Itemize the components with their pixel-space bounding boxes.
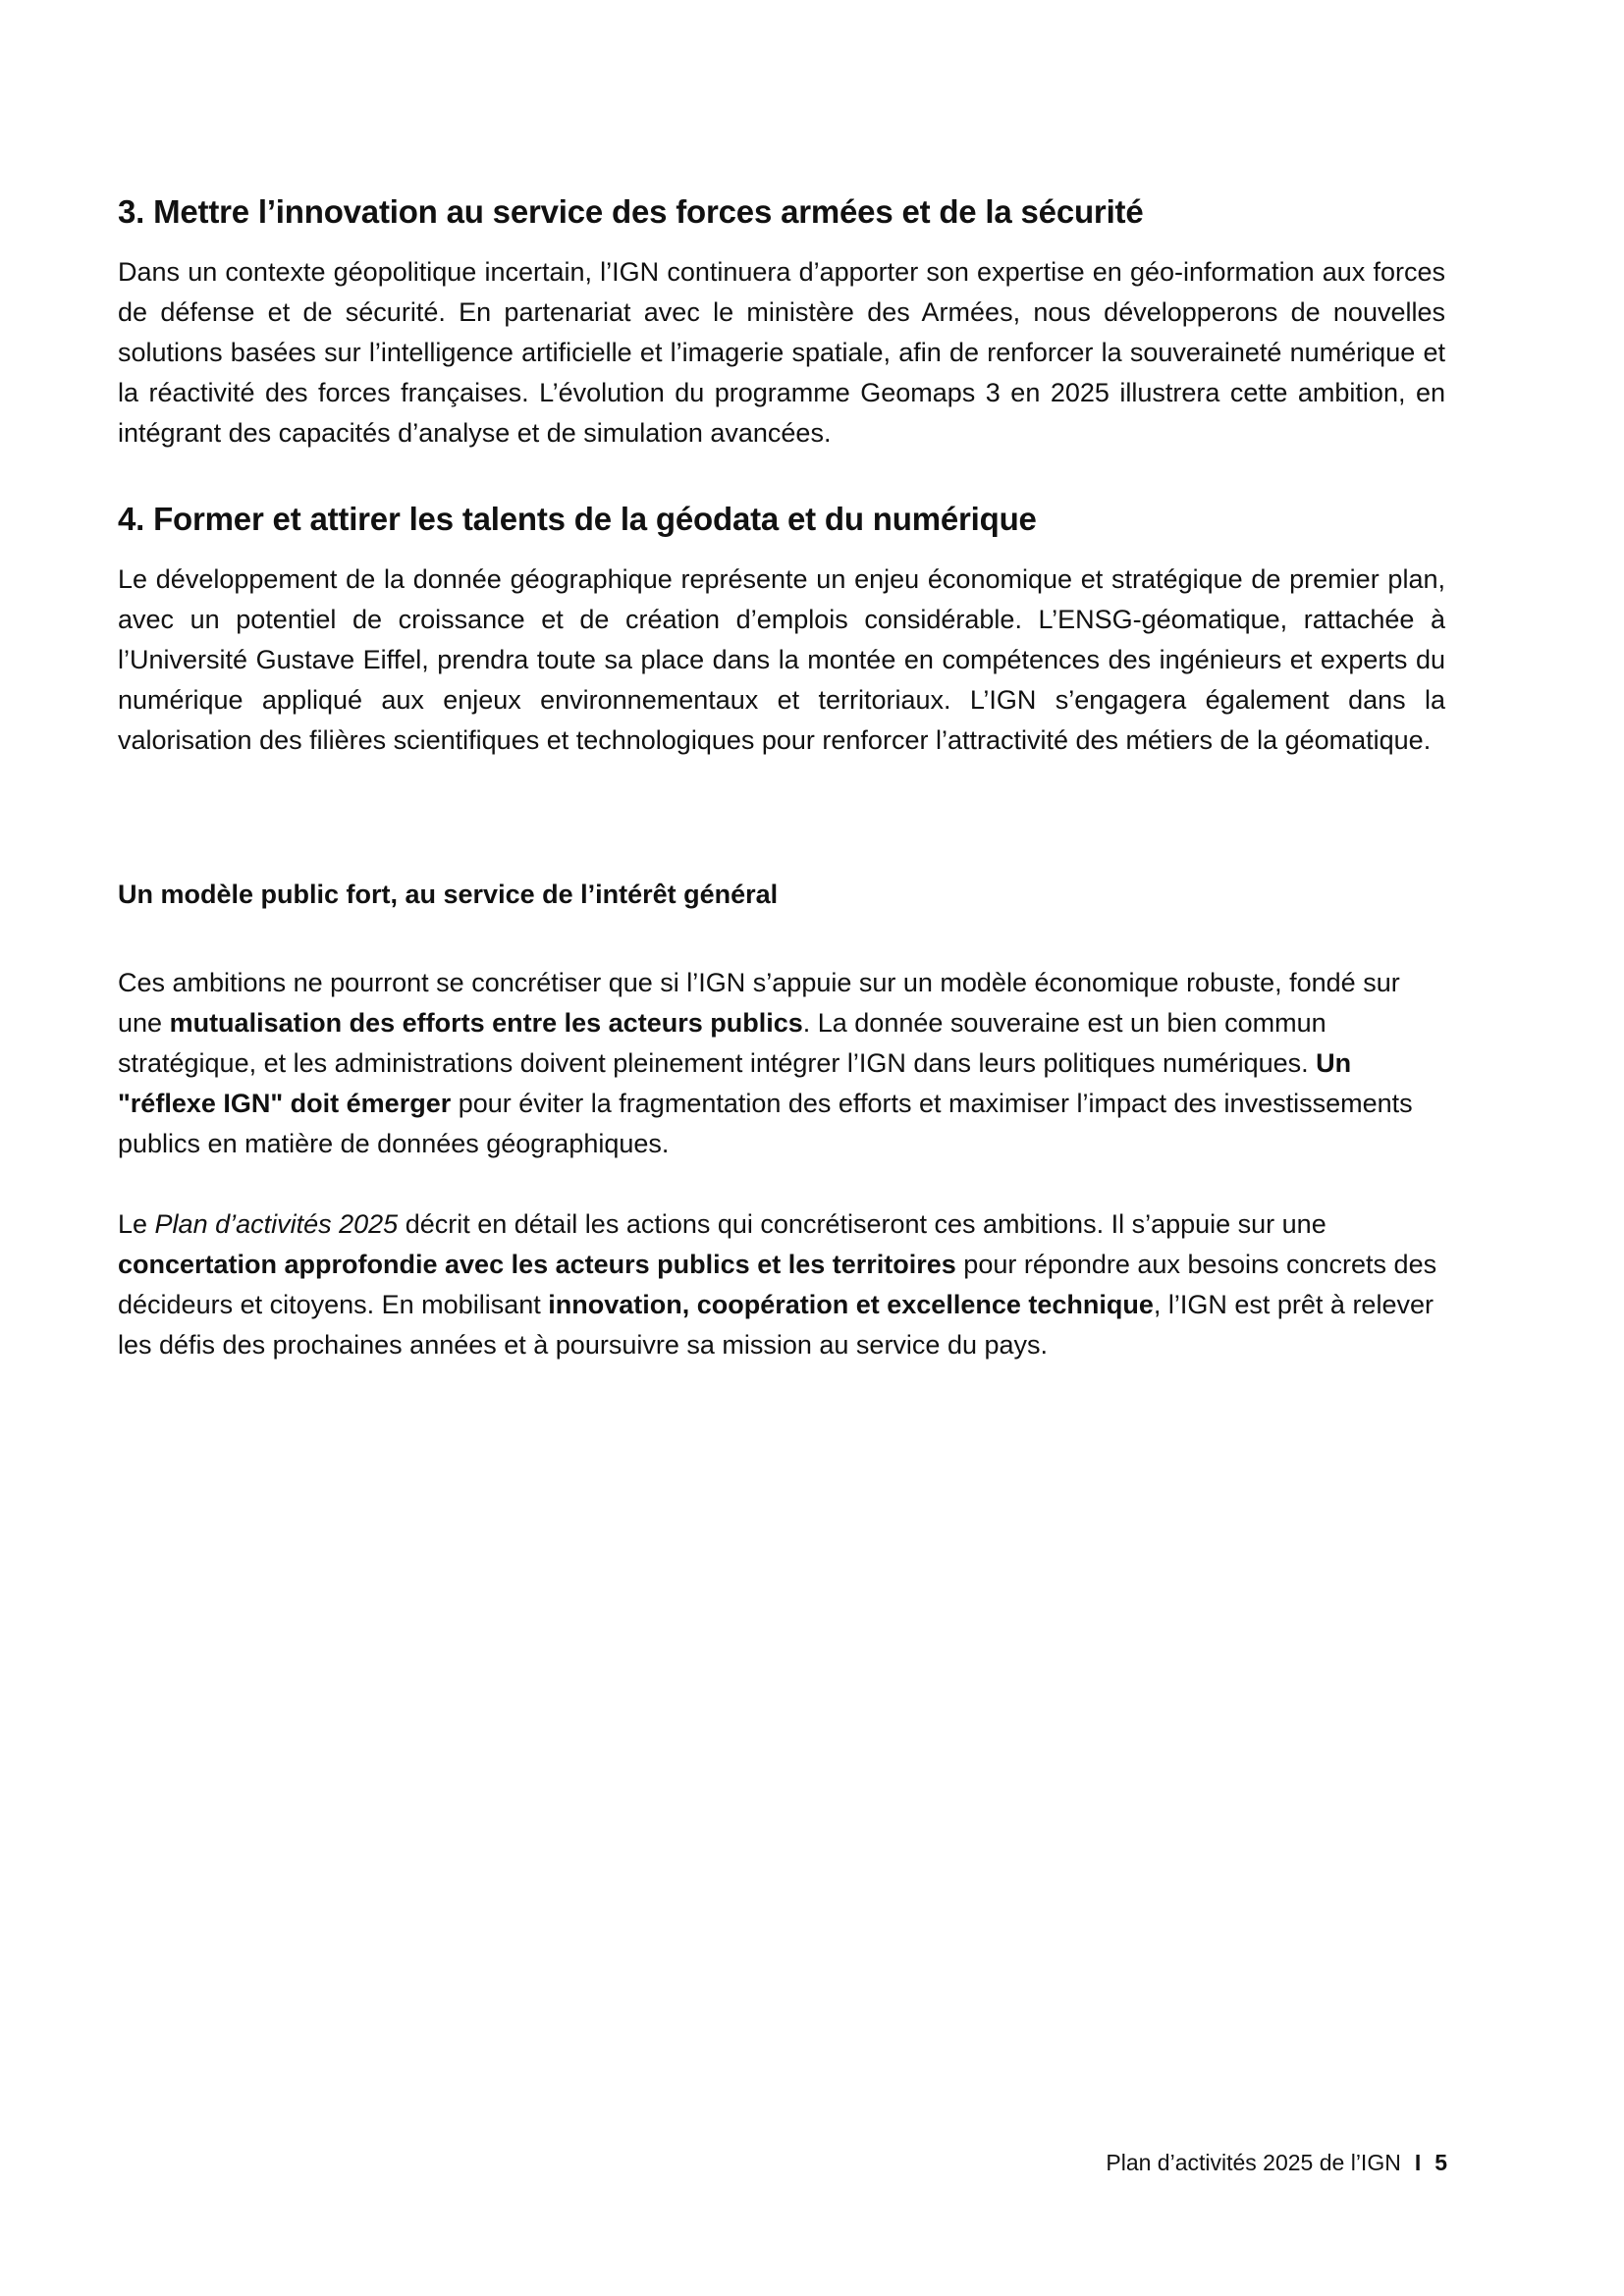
text-run: Ces ambitions ne pourront se concrétiser que si l’IGN s’appuie sur un modèle économique robuste, fondé sur une <box>118 968 1400 1038</box>
public-model-section <box>118 877 1445 1365</box>
bold-run: mutualisation des efforts entre les acteurs publics <box>169 1008 803 1038</box>
italic-run: Plan d’activités 2025 <box>154 1209 399 1239</box>
section-3 <box>118 191 1445 454</box>
text-run: pour répondre aux besoins concrets des décideurs et citoyens. En mobilisant <box>118 1250 1437 1319</box>
footer-separator: I <box>1414 2150 1422 2175</box>
text-run: Le <box>118 1209 155 1239</box>
public-model-title: Un modèle public fort, au service de l’intérêt général <box>118 880 779 909</box>
page-footer <box>1106 2148 1447 2177</box>
section-4-paragraph: Le développement de la donnée géographique représente un enjeu économique et stratégique de premier plan, avec un potentiel de croissance et de création d’emplois considérable. L’ENSG-géomatique, rattachée à l’Université Gustave Eiffel, prendra toute sa place dans la montée en compétences des ingénieurs et experts du numérique appliqué aux enjeux environnementaux et territoriaux. L’IGN s’engagera également dans la valorisation des filières scientifiques et technologiques pour renforcer l’attractivité des métiers de la géomatique. <box>118 564 1445 755</box>
section-4 <box>118 499 1445 761</box>
section-3-title: 3. Mettre l’innovation au service des forces armées et de la sécurité <box>118 193 1144 230</box>
section-3-paragraph: Dans un contexte géopolitique incertain, l’IGN continuera d’apporter son expertise en géo-information aux forces de défense et de sécurité. En partenariat avec le ministère des Armées, nous développerons de nouvelles solutions basées sur l’intelligence artificielle et l’imagerie spatiale, afin de renforcer la souveraineté numérique et la réactivité des forces françaises. L’évolution du programme Geomaps 3 en 2025 illustrera cette ambition, en intégrant des capacités d’analyse et de simulation avancées. <box>118 257 1445 448</box>
page-number: 5 <box>1435 2150 1447 2175</box>
text-run: . La donnée souveraine est un bien commun stratégique, et les administrations doivent pleinement intégrer l’IGN dans leurs politiques numériques. <box>118 1008 1326 1078</box>
text-run: décrit en détail les actions qui concrétiseront ces ambitions. Il s’appuie sur une <box>398 1209 1326 1239</box>
bold-run: Un "réflexe IGN" doit émerger <box>118 1048 1352 1118</box>
section-4-title: 4. Former et attirer les talents de la géodata et du numérique <box>118 501 1037 537</box>
public-model-paragraph-2 <box>118 1204 1445 1365</box>
public-model-paragraph-1 <box>118 963 1445 1164</box>
footer-label: Plan d’activités 2025 de l’IGN <box>1106 2150 1401 2175</box>
document-page <box>118 191 1445 1406</box>
text-run: , l’IGN est prêt à relever les défis des prochaines années et à poursuivre sa mission au service du pays. <box>118 1290 1434 1360</box>
bold-run: innovation, coopération et excellence technique <box>548 1290 1154 1319</box>
text-run: pour éviter la fragmentation des efforts et maximiser l’impact des investissements publics en matière de données géographiques. <box>118 1089 1413 1158</box>
bold-run: concertation approfondie avec les acteurs publics et les territoires <box>118 1250 956 1279</box>
